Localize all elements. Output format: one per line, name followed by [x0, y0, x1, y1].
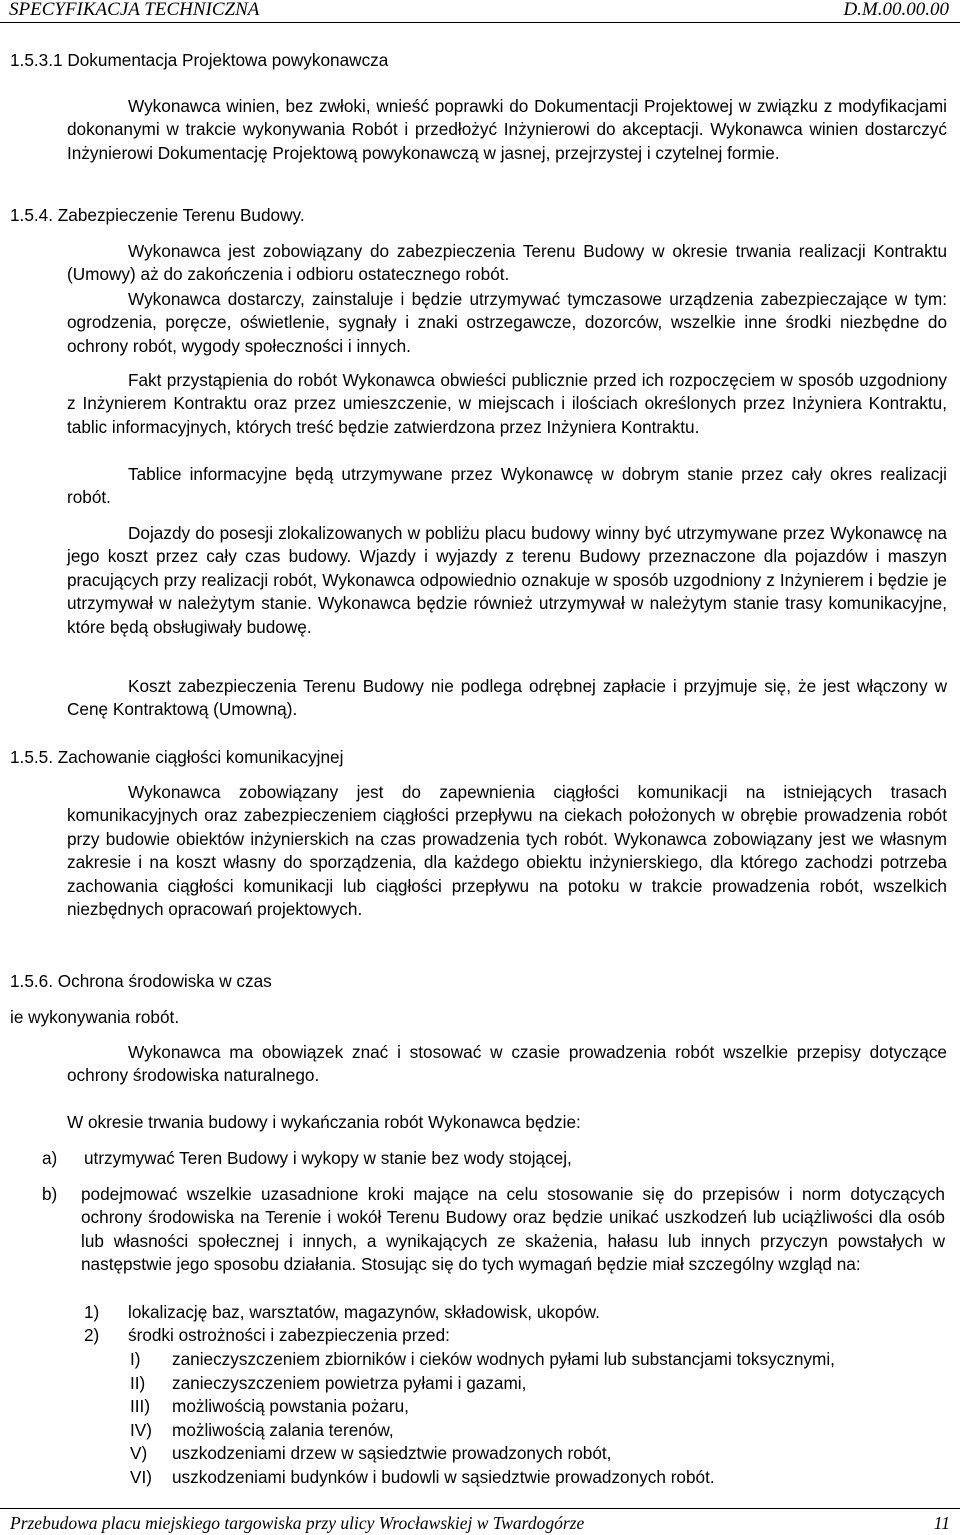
- paragraph-site-security-5: Dojazdy do posesji zlokalizowanych w pobliżu placu budowy winny być utrzymywane przez Wykonawcę na jego koszt przez cały czas budowy. Wjazdy i wyjazdy z terenu Budowy przeznaczone dla pojazdów i maszyn pracujących przy realizacji robót, Wykonawca odpowiednio oznakuje w sposób uzgodniony z Inżynierem i będzie je utrzymywał w należytym stanie. Wykonawca będzie również utrzymywał w należytym stanie trasy komunikacyjne, które będą obsługiwały budowę.: [67, 523, 947, 637]
- sub-item-2-text: środki ostrożności i zabezpieczenia przed:: [128, 1325, 450, 1345]
- page-number: 11: [933, 1513, 950, 1533]
- paragraph-environment-1: Wykonawca ma obowiązek znać i stosować w czasie prowadzenia robót wszelkie przepisy dotyczące ochrony środowiska naturalnego.: [67, 1042, 947, 1086]
- roman-item-2-text: zanieczyszczeniem powietrza pyłami i gazami,: [172, 1373, 527, 1393]
- paragraph-site-security-2: Wykonawca dostarczy, zainstaluje i będzie utrzymywać tymczasowe urządzenia zabezpieczające w tym: ogrodzenia, poręcze, oświetlenie, sygnały i znaki ostrzegawcze, dozorców, wszelkie inne środki niezbędne do ochrony robót, wygody społeczności i innych.: [67, 289, 947, 356]
- paragraph-site-security-4: Tablice informacyjne będą utrzymywane przez Wykonawcę w dobrym stanie przez cały okres realizacji robót.: [67, 464, 947, 508]
- section-heading-1-5-6-line1: 1.5.6. Ochrona środowiska w czas: [10, 971, 272, 991]
- roman-item-3-label: III): [130, 1396, 151, 1416]
- roman-item-5-text: uszkodzeniami drzew w sąsiedztwie prowadzonych robót,: [172, 1443, 612, 1463]
- roman-item-4-text: możliwością zalania terenów,: [172, 1420, 394, 1440]
- roman-item-3-text: możliwością powstania pożaru,: [172, 1396, 409, 1416]
- list-item-a-label: a): [42, 1148, 58, 1168]
- list-item-a-text: utrzymywać Teren Budowy i wykopy w stanie bez wody stojącej,: [84, 1148, 572, 1168]
- paragraph-site-security-6: Koszt zabezpieczenia Terenu Budowy nie podlega odrębnej zapłacie i przyjmuje się, że jest włączony w Cenę Kontraktową (Umowną).: [67, 676, 947, 720]
- roman-item-2-label: II): [130, 1373, 146, 1393]
- roman-item-1-label: I): [130, 1349, 141, 1369]
- header-rule: [0, 22, 960, 23]
- header-document-code: D.M.00.00.00: [843, 0, 949, 20]
- paragraph-environment-2: W okresie trwania budowy i wykańczania robót Wykonawca będzie:: [67, 1112, 581, 1132]
- roman-item-6-label: VI): [130, 1467, 152, 1487]
- section-heading-1-5-4: 1.5.4. Zabezpieczenie Terenu Budowy.: [10, 205, 305, 225]
- page-header: [0, 0, 960, 28]
- sub-item-2-label: 2): [84, 1325, 100, 1345]
- list-item-b-text: podejmować wszelkie uzasadnione kroki mające na celu stosowanie się do przepisów i norm dotyczących ochrony środowiska na Terenie i wokół Terenu Budowy oraz będzie unikać uszkodzeń lub uciążliwości dla osób lub własności społecznej i innych, a wynikających ze skażenia, hałasu lub innych przyczyn powstałych w następstwie jego sposobu działania. Stosując się do tych wymagań będzie miał szczególny wzgląd na:: [81, 1184, 945, 1275]
- footer-project-title: Przebudowa placu miejskiego targowiska przy ulicy Wrocławskiej w Twardogórze: [10, 1513, 585, 1533]
- footer-rule: [0, 1508, 960, 1509]
- page-footer: [0, 1508, 960, 1535]
- paragraph-site-security-3: Fakt przystąpienia do robót Wykonawca obwieści publicznie przed ich rozpoczęciem w sposób uzgodniony z Inżynierem Kontraktu oraz przez umieszczenie, w miejscach i ilościach określonych przez Inżyniera Kontraktu, tablic informacyjnych, których treść będzie zatwierdzona przez Inżyniera Kontraktu.: [67, 370, 947, 437]
- paragraph-documentation: Wykonawca winien, bez zwłoki, wnieść poprawki do Dokumentacji Projektowej w związku z modyfikacjami dokonanymi w trakcie wykonywania Robót i przedłożyć Inżynierowi do akceptacji. Wykonawca winien dostarczyć Inżynierowi Dokumentację Projektową powykonawczą w jasnej, przejrzystej i czytelnej formie.: [67, 96, 947, 163]
- list-item-b-label: b): [42, 1184, 58, 1204]
- roman-item-6-text: uszkodzeniami budynków i budowli w sąsiedztwie prowadzonych robót.: [172, 1467, 715, 1487]
- section-heading-1-5-6-line2: ie wykonywania robót.: [10, 1007, 180, 1027]
- sub-item-1-label: 1): [84, 1302, 100, 1322]
- header-title: SPECYFIKACJA TECHNICZNA: [9, 0, 260, 20]
- roman-item-1-text: zanieczyszczeniem zbiorników i cieków wodnych pyłami lub substancjami toksycznymi,: [172, 1349, 835, 1369]
- sub-item-1-text: lokalizację baz, warsztatów, magazynów, składowisk, ukopów.: [128, 1302, 600, 1322]
- roman-item-4-label: IV): [130, 1420, 152, 1440]
- roman-item-5-label: V): [130, 1443, 148, 1463]
- section-heading-1-5-3-1: 1.5.3.1 Dokumentacja Projektowa powykonawcza: [10, 50, 389, 70]
- section-heading-1-5-5: 1.5.5. Zachowanie ciągłości komunikacyjnej: [10, 747, 344, 767]
- paragraph-site-security-1: Wykonawca jest zobowiązany do zabezpieczenia Terenu Budowy w okresie trwania realizacji Kontraktu (Umowy) aż do zakończenia i odbioru ostatecznego robót.: [67, 241, 947, 285]
- paragraph-communication-continuity: Wykonawca zobowiązany jest do zapewnienia ciągłości komunikacji na istniejących trasach komunikacyjnych oraz zabezpieczeniem ciągłości przepływu na ciekach położonych w obrębie prowadzenia robót przy budowie obiektów inżynierskich na czas prowadzenia tych robót. Wykonawca zobowiązany jest we własnym zakresie i na koszt własny do sporządzenia, dla każdego obiektu inżynierskiego, dla którego zachodzi potrzeba zachowania ciągłości komunikacji lub ciągłości przepływu na potoku w trakcie prowadzenia robót, wszelkich niezbędnych opracowań projektowych.: [67, 782, 947, 920]
